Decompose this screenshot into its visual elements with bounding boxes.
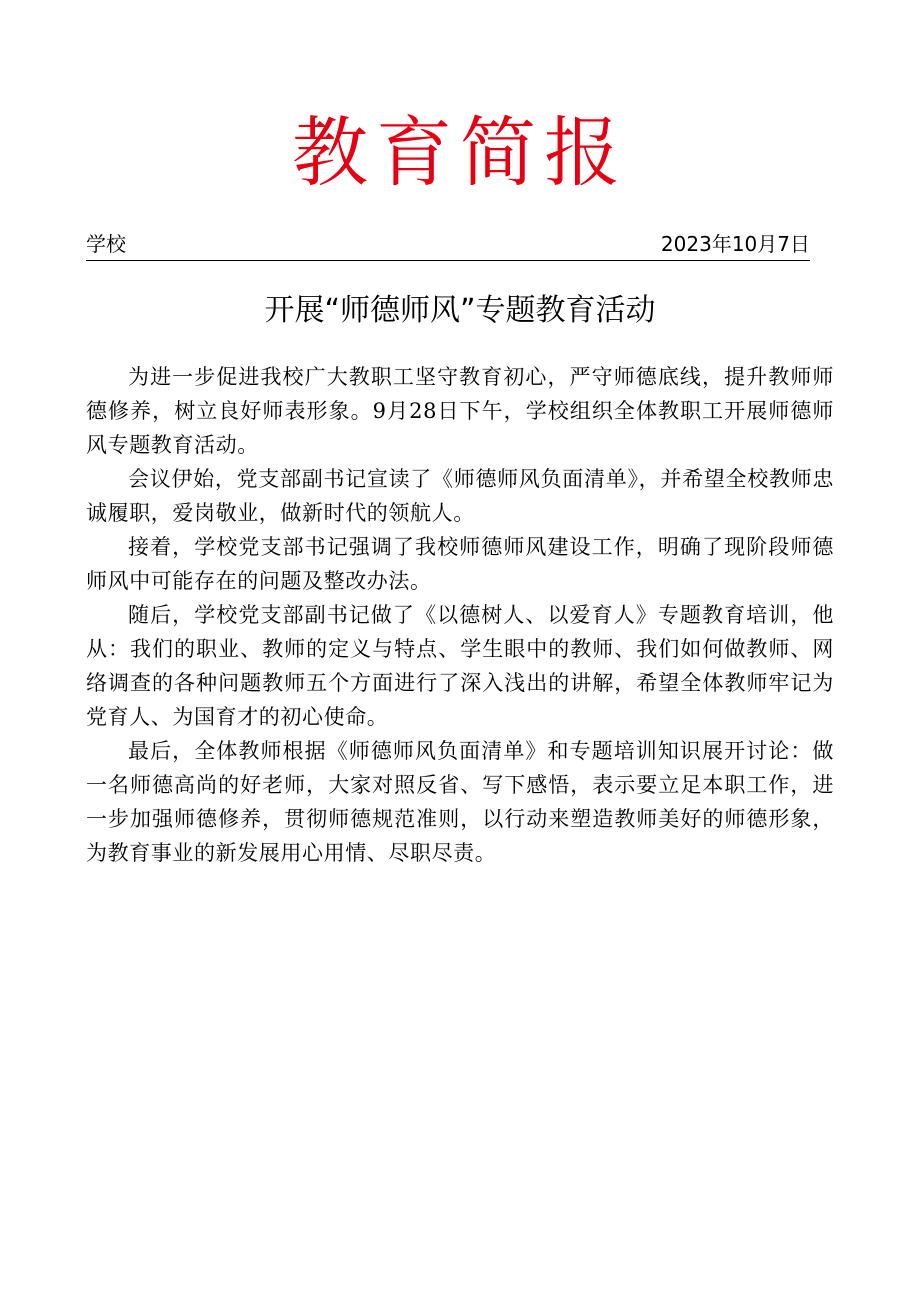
header-meta-line — [86, 228, 810, 261]
newsletter-masthead-title: 教育简报 — [292, 108, 628, 197]
article-body — [86, 360, 834, 870]
article-paragraph-4: 随后，学校党支部副书记做了《以德树人、以爱育人》专题教育培训，他从：我们的职业、教师的定义与特点、学生眼中的教师、我们如何做教师、网络调查的各种问题教师五个方面进行了深入浅出的讲解，希望全体教师牢记为党育人、为国育才的初心使命。 — [86, 603, 834, 729]
article-paragraph-5: 最后，全体教师根据《师德师风负面清单》和专题培训知识展开讨论：做一名师德高尚的好老师，大家对照反省、写下感悟，表示要立足本职工作，进一步加强师德修养，贯彻师德规范准则，以行动来塑造教师美好的师德形象，为教育事业的新发展用心用情、尽职尽责。 — [86, 739, 834, 865]
school-label: 学校 — [86, 232, 126, 256]
article-paragraph-3: 接着，学校党支部书记强调了我校师德师风建设工作，明确了现阶段师德师风中可能存在的问题及整改办法。 — [86, 535, 834, 593]
issue-date: 2023年10月7日 — [660, 232, 810, 256]
article-paragraph-1: 为进一步促进我校广大教职工坚守教育初心，严守师德底线，提升教师师德修养，树立良好师表形象。9月28日下午，学校组织全体教职工开展师德师风专题教育活动。 — [86, 365, 834, 457]
article-paragraph-2: 会议伊始，党支部副书记宣读了《师德师风负面清单》，并希望全校教师忠诚履职，爱岗敬业，做新时代的领航人。 — [86, 467, 834, 525]
article-headline: 开展“师德师风”专题教育活动 — [264, 293, 656, 328]
